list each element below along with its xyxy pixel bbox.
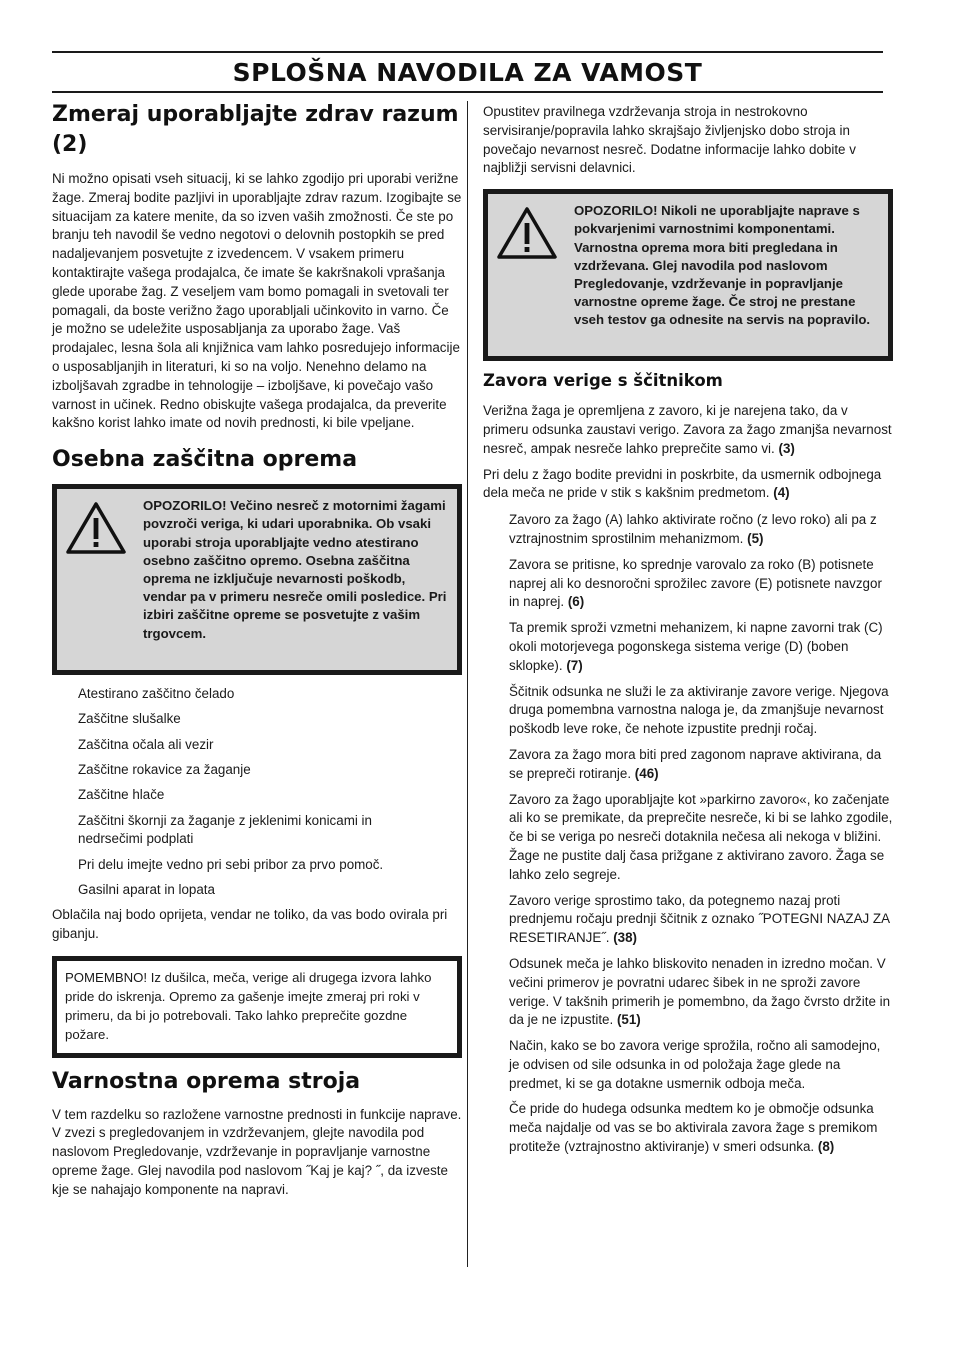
list-item: Zaščitne rokavice za žaganje (78, 762, 251, 778)
list-item: Gasilni aparat in lopata (78, 882, 215, 898)
list-item (509, 556, 893, 612)
figure-ref: (4) (773, 485, 790, 501)
figure-ref: (7) (566, 657, 583, 673)
item-text: Zavoro za žago (A) lahko aktivirate ročno (z levo roko) ali pa z vztrajnostnim sprostilnim mehanizmom. (509, 512, 877, 546)
item-text: Ta premik sproži vzmetni mehanizem, ki napne zavorni trak (C) okoli motorjevega pogonskega sistema verige (D) (boben sklopke). (509, 620, 883, 673)
page-title: SPLOŠNA NAVODILA ZA VAMOST (232, 57, 703, 87)
warning-triangle-icon (65, 497, 143, 662)
list-item (509, 955, 893, 1030)
notice-text-fire: POMEMBNO! Iz dušilca, meča, verige ali drugega izvora lahko pride do iskrenja. Opremo za gašenje imejte zmeraj pri roki v primeru, da bi jo potrebovali. Tako lahko preprečite gozdne požare. (65, 970, 432, 1042)
chain-brake-list (483, 511, 893, 1157)
list-item: Zaščitni škornji za žaganje z jeklenimi konicami in nedrsečimi podplati (78, 812, 372, 847)
maintenance-intro: Opustitev pravilnega vzdrževanja stroja in nestrokovno servisiranje/popravila lahko skrajšajo življenjsko dobo stroja in povečajo nevarnost nesreč. Dodatne informacije lahko dobite v najbližji servisni delavnici. (483, 104, 856, 176)
machine-safety-body: V tem razdelku so razložene varnostne prednosti in funkcije naprave. V zvezi s pregledovanjem in vzdrževanjem, glejte navodila pod naslovom Pregledovanje, vzdrževanje in popravljanje varnostne opreme žage. Glej navodila pod naslovom ˝Kaj je kaj? ˝, da izveste kje se nahajajo komponente na napravi. (52, 1106, 462, 1197)
section-title-chain-brake: Zavora verige s ščitnikom (483, 371, 723, 391)
list-item: Pri delu imejte vedno pri sebi pribor za prvo pomoč. (78, 856, 384, 872)
notice-box-fire (52, 956, 462, 1057)
item-text: Zavoro za žago uporabljajte kot »parkirno zavoro«, ko začenjate ali ko se premikate, da preprečite nesreče, ki bi se lahko zgodile, če bi se veriga po nesreči dotaknila nečesa ali nekoga v bližini. Žage ne pustite dalj časa prižgane z aktivirano zavoro. Žaga se lahko zelo segreje. (509, 791, 893, 882)
figure-ref: (3) (778, 440, 795, 456)
paragraph-text: Pri delu z žago bodite previdni in poskrbite, da usmernik odbojnega dela meča ne pride v stik s kakšnim predmetom. (483, 466, 882, 501)
paragraph-text: Verižna žaga je opremljena z zavoro, ki je narejena tako, da v primeru odsunka zaustavi verigo. Zavora za žago zmanjša nevarnost nesreč, ampak nesreče lahko preprečite samo vi. (483, 403, 892, 456)
figure-ref: (5) (747, 530, 764, 546)
warning-box-ppe (52, 484, 462, 675)
figure-ref: (6) (567, 594, 585, 610)
list-item (509, 619, 893, 675)
list-item (509, 511, 893, 549)
item-text: Če pride do hudega odsunka medtem ko je območje odsunka meča najdalje od vas se bo aktivirala zavora žage s premikom protiteže (vztrajnostno aktiviranje) v smeri odsunka. (509, 1101, 878, 1155)
figure-ref: (8) (817, 1139, 835, 1155)
section-title-common-sense: Zmeraj uporabljajte zdrav razum (2) (52, 102, 459, 157)
item-text: Zavora se pritisne, ko sprednje varovalo za roko (B) potisnete naprej ali ko desnoročni sprožilec zavore (E) potisnete navzgor in naprej. (509, 556, 882, 610)
section-title-machine-safety: Varnostna oprema stroja (52, 1068, 361, 1094)
list-item (509, 683, 893, 739)
page-header (52, 51, 883, 93)
item-text: Zavoro verige sprostimo tako, da potegnemo nazaj proti prednjemu ročaju prednji ščitnik z oznako ˝POTEGNI NAZAJ ZA RESETIRANJE˝. (509, 892, 890, 946)
right-column (483, 103, 893, 1157)
list-item (509, 1100, 893, 1156)
figure-ref: (51) (616, 1012, 641, 1028)
figure-ref: (38) (613, 930, 638, 946)
list-item: Zaščitna očala ali vezir (78, 736, 214, 752)
section-title-ppe: Osebna zaščitna oprema (52, 447, 358, 473)
item-text: Ščitnik odsunka ne služi le za aktiviranje zavore verige. Njegova druga pomembna varnostna naloga je, da zmanjšuje nevarnost poškodb leve roke, če nehote izpustite prednji ročaj. (509, 683, 889, 737)
ppe-list (52, 685, 462, 900)
list-item (509, 892, 893, 948)
item-text: Zavora za žago mora biti pred zagonom naprave aktivirana, da se prepreči rotiranje. (509, 746, 882, 781)
common-sense-body: Ni možno opisati vseh situacij, ki se lahko zgodijo pri uporabi verižne žage. Zmeraj bodite pazljivi in uporabljajte zdrav razum. Izogibajte se situacijam za katere menite, da so izven vaših zmožnosti. Če ste po branju teh navodil še vedno negotovi o delovnih postopkih se pred nadaljevanjem posvetujte z izvedencem. V vsakem primeru kontaktirajte vašega prodajalca, če imate še kakršnakoli vprašanja glede uporabe žag. Z veseljem vam bomo pomagali in svetovali ter pomagali, da boste verižno žago uporabljali učinkovito in varno. Če je možno se udeležite usposabljanja za uporabo žage. Vaš prodajalec, lesna šola ali knjižnica vam lahko posredujejo informacije o usposabljanjih in literaturi, ki so na voljo. Nenehno delamo na izboljšavah zgradbe in tehnologije – izboljšave, ki povečajo vašo varnost in učinek. Redno obiskujte vašega prodajalca, da preverite kakšno korist lahko imate od novih prednosti, ki bile vpeljane. (52, 171, 462, 431)
figure-ref: (46) (634, 765, 659, 781)
warning-text-ppe: OPOZORILO! Večino nesreč z motornimi žagami povzroči veriga, ki udari uporabnika. Ob vsaki uporabi stroja uporabljajte vedno atestirano osebno zaščitno opremo. Osebna zaščitna oprema ne izključuje nevarnosti poškodb, vendar pa v primeru nesreče omili posledice. Pri izbiri zaščitne opreme se posvetujte z vašim trgovcem. (143, 498, 447, 641)
list-item (509, 791, 893, 885)
left-column (52, 100, 462, 1200)
warning-box-components (483, 189, 893, 361)
clothing-note: Oblačila naj bodo oprijeta, vendar ne toliko, da vas bodo ovirala pri gibanju. (52, 906, 448, 941)
list-item: Atestirano zaščitno čelado (78, 686, 235, 702)
warning-text-components: OPOZORILO! Nikoli ne uporabljajte naprave s pokvarjenimi varnostnimi komponentami. Varnostna oprema mora biti pregledana in vzdrževana. Glej navodila pod naslovom Pregledovanje, vzdrževanje in popravljanje varnostne opreme žage. Če stroj ne prestane vseh testov ga odnesite na servis na popravilo. (574, 203, 871, 328)
column-divider (467, 101, 468, 1267)
warning-triangle-icon (496, 202, 574, 348)
item-text: Odsunek meča je lahko bliskovito nenaden in izredno močan. V večini primerov je povratni udarec šibek in ne sproži zavore verige. V takšnih primerih je pomembno, da žago čvrsto držite in da je ne izpustite. (509, 955, 891, 1028)
list-item (509, 746, 893, 784)
chain-brake-paragraph (483, 402, 893, 458)
list-item: Zaščitne slušalke (78, 711, 181, 727)
chain-brake-paragraph (483, 466, 893, 504)
list-item (509, 1037, 893, 1093)
item-text: Način, kako se bo zavora verige sprožila, ročno ali samodejno, je odvisen od sile odsunka in od položaja žage glede na predmet, ki se ga dotakne usmernik odboja meča. (509, 1038, 881, 1091)
list-item: Zaščitne hlače (78, 787, 165, 803)
